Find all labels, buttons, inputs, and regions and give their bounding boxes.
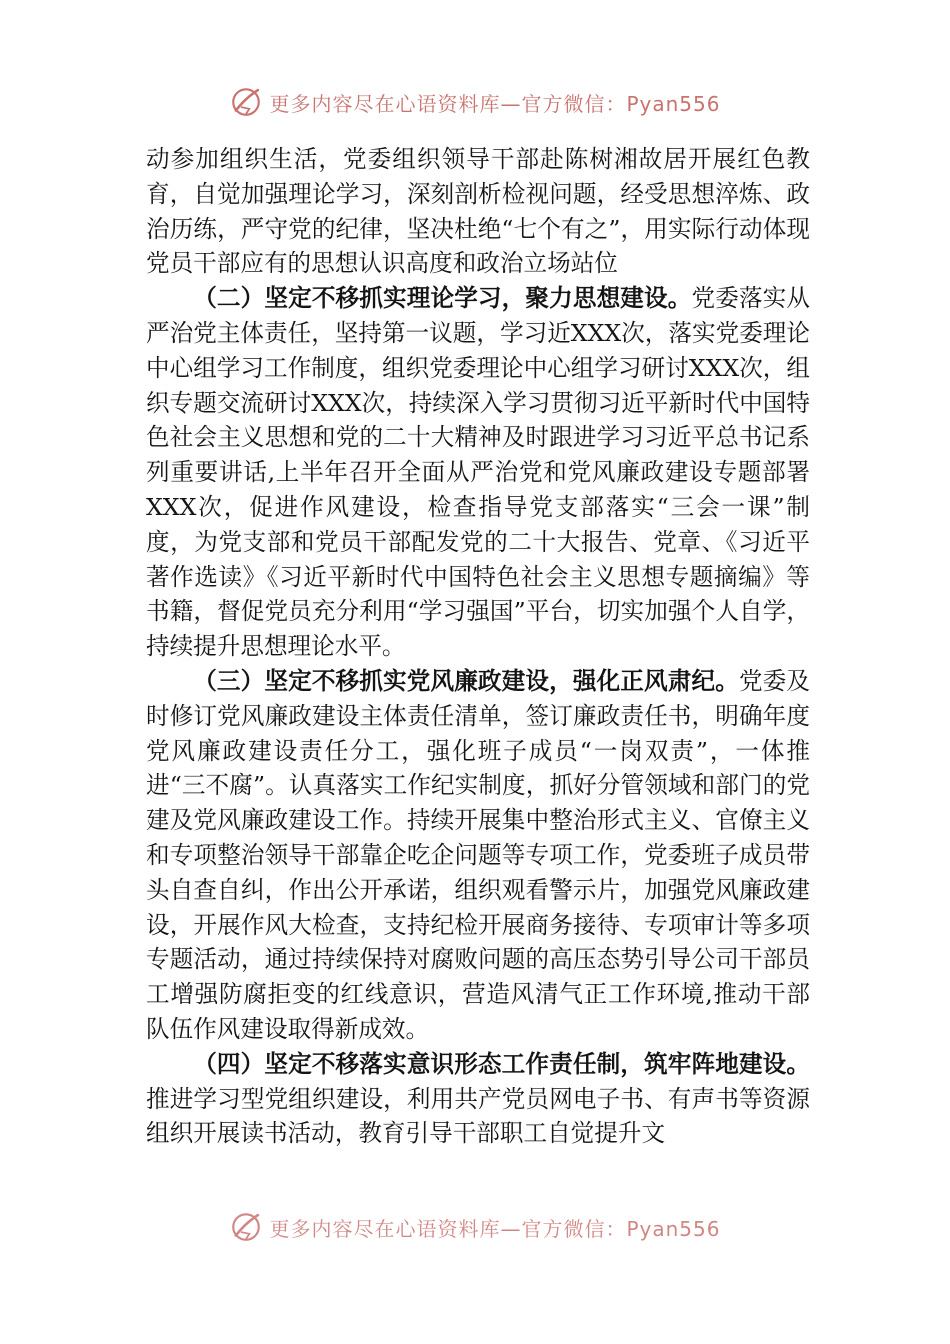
section-heading: （三）坚定不移抓实党风廉政建设，强化正风肃纪。 <box>193 666 739 695</box>
logo-icon <box>229 1210 263 1244</box>
watermark-header <box>0 80 950 124</box>
paragraph-continuation <box>146 142 810 281</box>
paragraph-body: 推进学习型党组织建设，利用共产党员网电子书、有声书等资源组织开展读书活动，教育引导干部职工自觉提升文 <box>146 1084 810 1148</box>
section-heading: （四）坚定不移落实意识形态工作责任制，筑牢阵地建设。 <box>193 1049 810 1078</box>
paragraph-body: 动参加组织生活，党委组织领导干部赴陈树湘故居开展红色教育，自觉加强理论学习，深刻剖析检视问题，经受思想淬炼、政治历练，严守党的纪律，坚决杜绝“七个有之”，用实际行动体现党员干部应有的思想认识高度和政治立场站位 <box>146 145 810 278</box>
paragraph-theory-study <box>146 281 810 664</box>
paragraph-ideology <box>146 1047 810 1151</box>
paragraph-integrity <box>146 664 810 1047</box>
watermark-text: 更多内容尽在心语资料库—官方微信：Pyan556 <box>269 1216 721 1241</box>
paragraph-body: 党委落实从严治党主体责任，坚持第一议题，学习近XXX次，落实党委理论中心组学习工作制度，组织党委理论中心组学习研讨XXX次，组织专题交流研讨XXX次，持续深入学习贯彻习近平新时代中国特色社会主义思想和党的二十大精神及时跟进学习习近平总书记系列重要讲话,上半年召开全面从严治党和党风廉政建设专题部署XXX次，促进作风建设，检查指导党支部落实“三会一课”制度，为党支部和党员干部配发党的二十大报告、党章、《习近平著作选读》《习近平新时代中国特色社会主义思想专题摘编》等书籍，督促党员充分利用“学习强国”平台，切实加强个人自学，持续提升思想理论水平。 <box>146 284 811 661</box>
paragraph-body: 党委及时修订党风廉政建设主体责任清单，签订廉政责任书，明确年度党风廉政建设责任分工，强化班子成员“一岗双责”，一体推进“三不腐”。认真落实工作纪实制度，抓好分管领域和部门的党建及党风廉政建设工作。持续开展集中整治形式主义、官僚主义和专项整治领导干部靠企吃企问题等专项工作，党委班子成员带头自查自纠，作出公开承诺，组织观看警示片，加强党风廉政建设，开展作风大检查，支持纪检开展商务接待、专项审计等多项专题活动，通过持续保持对腐败问题的高压态势引导公司干部员工增强防腐拒变的红线意识，营造风清气正工作环境,推动干部队伍作风建设取得新成效。 <box>146 666 811 1043</box>
logo-icon <box>229 85 263 119</box>
watermark-footer <box>0 1205 950 1249</box>
document-body <box>146 142 810 1151</box>
section-heading: （二）坚定不移抓实理论学习，聚力思想建设。 <box>193 284 692 313</box>
watermark-text: 更多内容尽在心语资料库—官方微信：Pyan556 <box>269 91 721 116</box>
